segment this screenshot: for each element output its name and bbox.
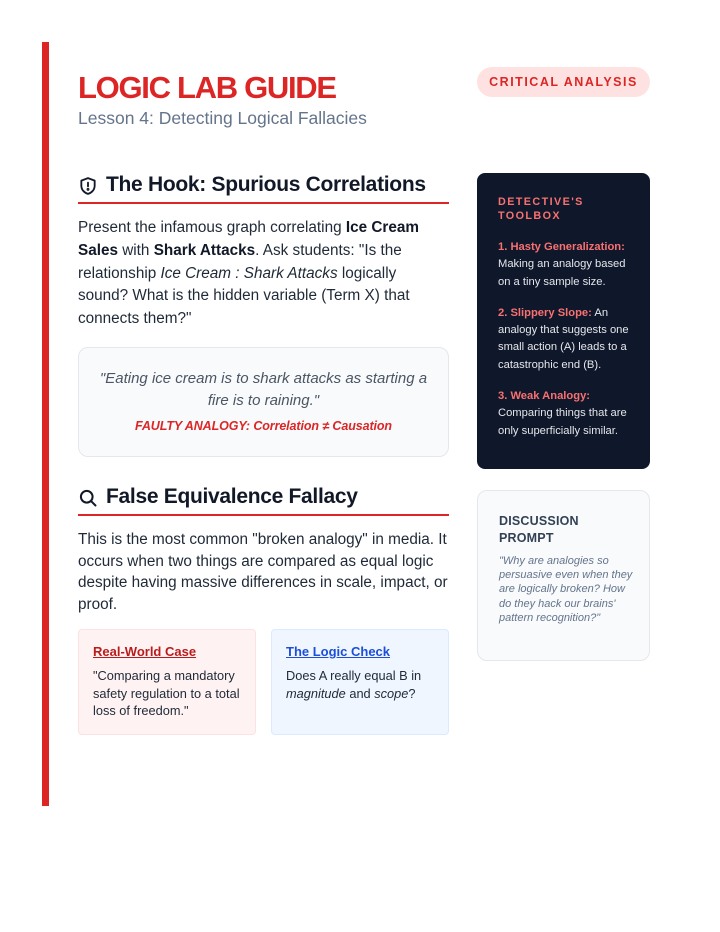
- logic-check-text: Does A really equal B in magnitude and scope?: [286, 668, 422, 701]
- page-title: LOGIC LAB GUIDE: [78, 70, 336, 105]
- false-equivalence-heading: [78, 484, 449, 516]
- term-shark-attacks: Shark Attacks: [153, 241, 256, 259]
- category-badge: CRITICAL ANALYSIS: [477, 67, 650, 97]
- toolbox-item: 1. Hasty Generalization: Making an analogy based on a tiny sample size.: [498, 241, 626, 288]
- quote-label: FAULTY ANALOGY: Correlation ≠ Causation: [135, 419, 392, 433]
- logic-check-link[interactable]: The Logic Check: [286, 644, 391, 659]
- logic-check-card: [271, 629, 449, 735]
- analogy-quote-box: [78, 347, 449, 457]
- real-world-case-card: [78, 629, 256, 735]
- discussion-title: DISCUSSION PROMPT: [499, 514, 579, 545]
- discussion-prompt-card: [477, 490, 650, 661]
- accent-bar: [42, 42, 49, 806]
- analogy-quote: "Eating ice cream is to shark attacks as starting a fire is to raining.": [99, 370, 428, 409]
- false-equivalence-paragraph: This is the most common "broken analogy" in media. It occurs when two things are compared as equal logic despite having massive differences in scale, impact, or proof.: [78, 531, 448, 613]
- toolbox-item: 2. Slippery Slope: An analogy that suggests one small action (A) leads to a catastrophic end (B).: [498, 306, 629, 371]
- false-equivalence-title: False Equivalence Fallacy: [106, 485, 358, 508]
- page-subtitle: Lesson 4: Detecting Logical Fallacies: [78, 108, 367, 128]
- relationship-term: Ice Cream : Shark Attacks: [160, 264, 338, 282]
- shield-icon: [78, 176, 98, 196]
- hook-paragraph: Present the infamous graph correlating Ice Cream Sales with Shark Attacks. Ask students: "Is the relationship Ice Cream : Shark Attacks logically sound? What is the hidden variable (Term X) that connects them?": [78, 219, 419, 328]
- detectives-toolbox: [477, 173, 650, 469]
- term-ice-cream: Ice Cream Sales: [78, 219, 419, 259]
- toolbox-item: 3. Weak Analogy: Comparing things that are only superficially similar.: [498, 390, 627, 437]
- hook-section-heading: [78, 172, 449, 204]
- search-icon: [78, 488, 98, 508]
- toolbox-title: DETECTIVE'S TOOLBOX: [498, 196, 584, 222]
- real-world-case-text: "Comparing a mandatory safety regulation to a total loss of freedom.": [93, 668, 240, 718]
- discussion-text: "Why are analogies so persuasive even when they are logically broken? How do they hack our brains' pattern recognition?": [499, 555, 633, 624]
- real-world-case-link[interactable]: Real-World Case: [93, 644, 197, 659]
- hook-heading: The Hook: Spurious Correlations: [106, 173, 426, 196]
